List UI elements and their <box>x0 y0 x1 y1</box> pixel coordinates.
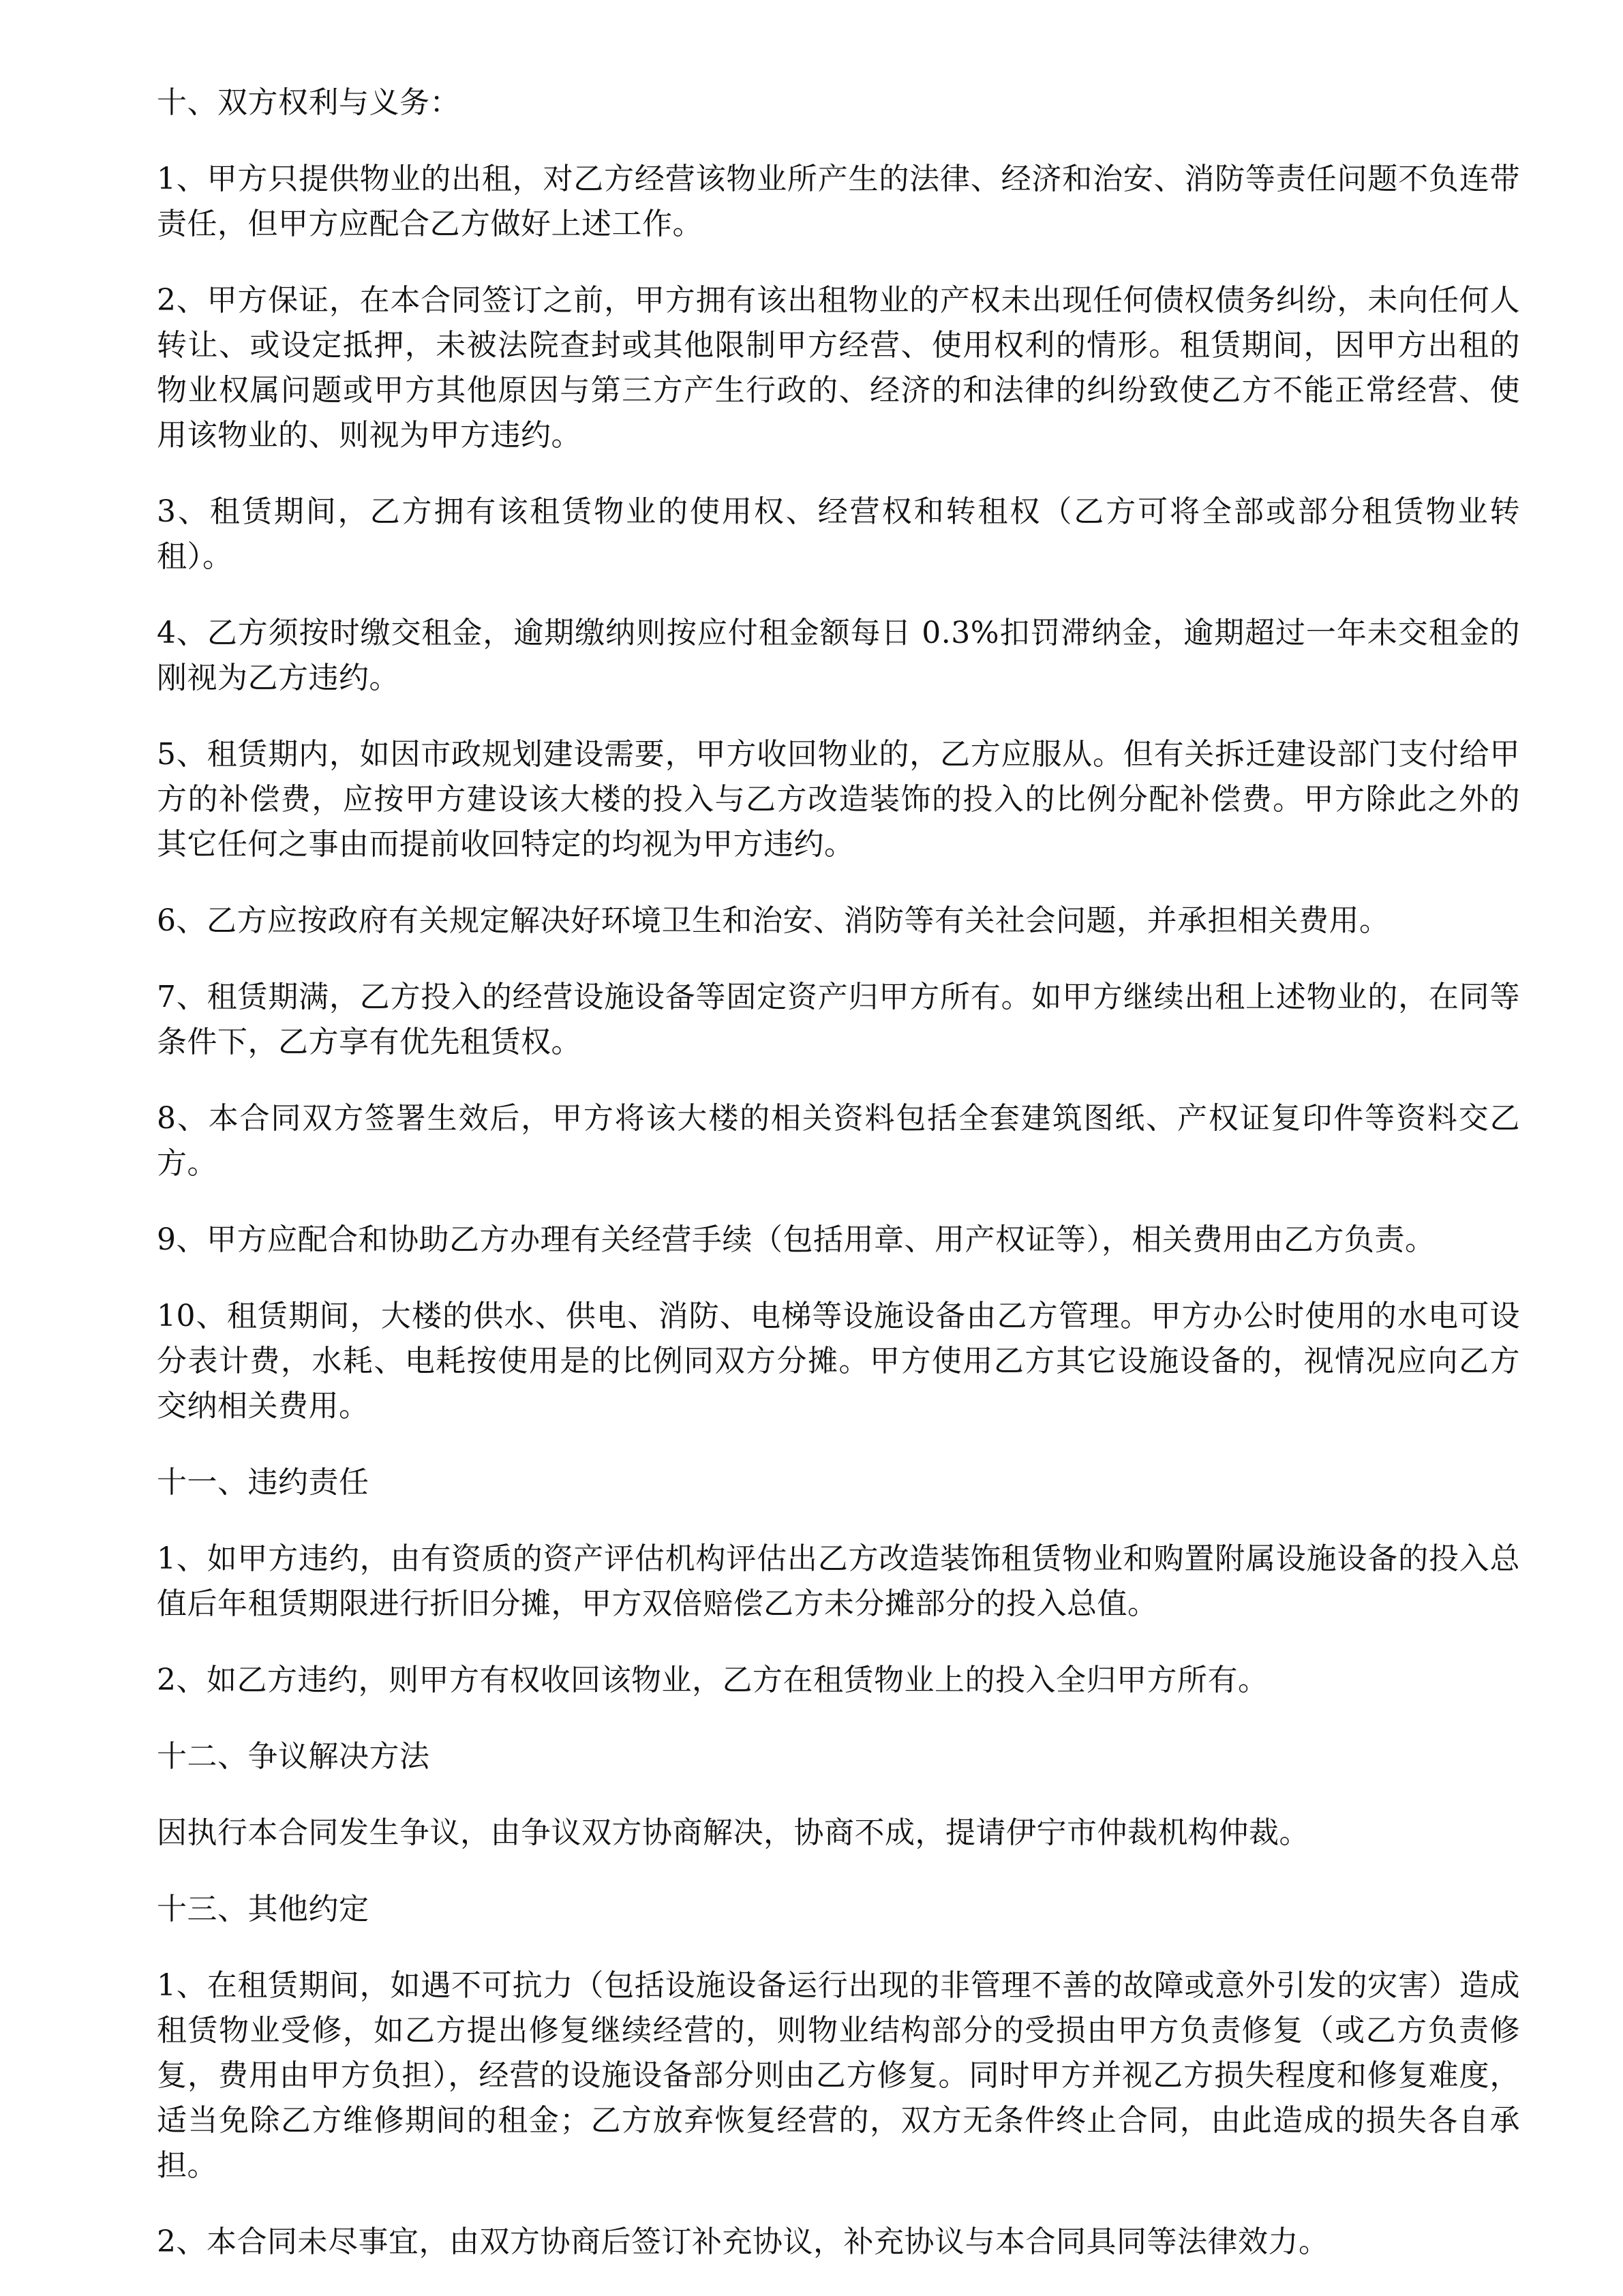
section-heading-10: 十、双方权利与义务： <box>157 85 460 120</box>
clause-10-9: 9、甲方应配合和协助乙方办理有关经营手续（包括用章、用产权证等），相关费用由乙方负责。 <box>157 1222 1436 1257</box>
section-heading-12: 十二、争议解决方法 <box>157 1739 430 1774</box>
clause-10-8: 8、本合同双方签署生效后，甲方将该大楼的相关资料包括全套建筑图纸、产权证复印件等资料交乙方。 <box>157 1101 1520 1181</box>
clause-10-5: 5、租赁期内，如因市政规划建设需要，甲方收回物业的，乙方应服从。但有关拆迁建设部门支付给甲方的补偿费，应按甲方建设该大楼的投入与乙方改造装饰的投入的比例分配补偿费。甲方除此之外的其它任何之事由而提前收回特定的均视为甲方违约。 <box>157 737 1520 862</box>
clause-10-6: 6、乙方应按政府有关规定解决好环境卫生和治安、消防等有关社会问题，并承担相关费用。 <box>157 903 1390 938</box>
clause-11-2: 2、如乙方违约，则甲方有权收回该物业，乙方在租赁物业上的投入全归甲方所有。 <box>157 1663 1269 1697</box>
clause-10-2: 2、甲方保证，在本合同签订之前，甲方拥有该出租物业的产权未出现任何债权债务纠纷，未向任何人转让、或设定抵押，未被法院查封或其他限制甲方经营、使用权利的情形。租赁期间，因甲方出租的物业权属问题或甲方其他原因与第三方产生行政的、经济的和法律的纠纷致使乙方不能正常经营、使用该物业的、则视为甲方违约。 <box>157 283 1520 453</box>
section-heading-11: 十一、违约责任 <box>157 1465 369 1500</box>
clause-10-7: 7、租赁期满，乙方投入的经营设施设备等固定资产归甲方所有。如甲方继续出租上述物业的，在同等条件下，乙方享有优先租赁权。 <box>157 980 1520 1059</box>
clause-12-1: 因执行本合同发生争议，由争议双方协商解决，协商不成，提请伊宁市仲裁机构仲裁。 <box>157 1815 1309 1850</box>
clause-10-4: 4、乙方须按时缴交租金，逾期缴纳则按应付租金额每日 0.3%扣罚滞纳金，逾期超过一年未交租金的刚视为乙方违约。 <box>157 616 1520 695</box>
clause-11-1: 1、如甲方违约，由有资质的资产评估机构评估出乙方改造装饰租赁物业和购置附属设施设备的投入总值后年租赁期限进行折旧分摊，甲方双倍赔偿乙方未分摊部分的投入总值。 <box>157 1541 1520 1621</box>
clause-10-1: 1、甲方只提供物业的出租，对乙方经营该物业所产生的法律、经济和治安、消防等责任问题不负连带责任，但甲方应配合乙方做好上述工作。 <box>157 162 1520 241</box>
clause-10-10: 10、租赁期间，大楼的供水、供电、消防、电梯等设施设备由乙方管理。甲方办公时使用的水电可设分表计费，水耗、电耗按使用是的比例同双方分摊。甲方使用乙方其它设施设备的，视情况应向乙方交纳相关费用。 <box>157 1299 1520 1423</box>
clause-10-3: 3、租赁期间，乙方拥有该租赁物业的使用权、经营权和转租权（乙方可将全部或部分租赁物业转租）。 <box>157 494 1520 574</box>
section-heading-13: 十三、其他约定 <box>157 1892 369 1927</box>
clause-13-2: 2、本合同未尽事宜，由双方协商后签订补充协议，补充协议与本合同具同等法律效力。 <box>157 2224 1329 2259</box>
clause-13-1: 1、在租赁期间，如遇不可抗力（包括设施设备运行出现的非管理不善的故障或意外引发的灾害）造成租赁物业受修，如乙方提出修复继续经营的，则物业结构部分的受损由甲方负责修复（或乙方负责修复，费用由甲方负担），经营的设施设备部分则由乙方修复。同时甲方并视乙方损失程度和修复难度，适当免除乙方维修期间的租金；乙方放弃恢复经营的，双方无条件终止合同，由此造成的损失各自承担。 <box>157 1968 1520 2183</box>
document-page <box>157 80 1520 2296</box>
